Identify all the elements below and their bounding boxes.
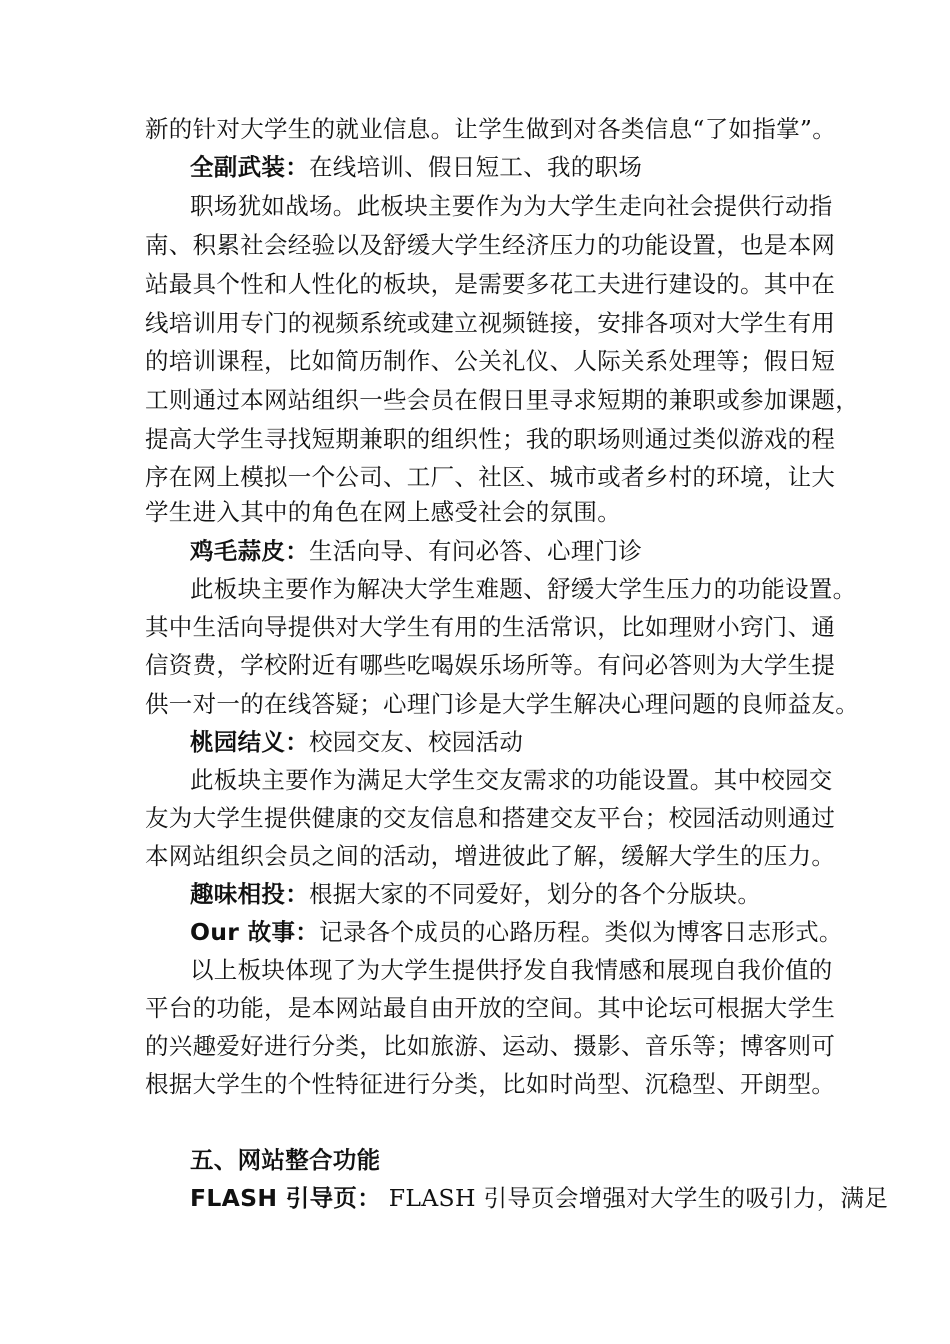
subsection-line xyxy=(190,917,843,947)
subsection-line xyxy=(190,879,761,909)
subsection-label: 全副武装： xyxy=(190,153,309,181)
subsection-label: 趣味相投： xyxy=(190,880,309,908)
body-line: 南、积累社会经验以及舒缓大学生经济压力的功能设置，也是本网 xyxy=(145,231,836,259)
body-line: 根据大学生的个性特征进行分类，比如时尚型、沉稳型、开朗型。 xyxy=(145,1070,836,1098)
subsection-text: 在线培训、假日短工、我的职场 xyxy=(309,153,643,181)
subsection-label: Our 故事： xyxy=(190,918,320,946)
subsection-text: 生活向导、有问必答、心理门诊 xyxy=(309,537,643,565)
body-line: 提高大学生寻找短期兼职的组织性；我的职场则通过类似游戏的程 xyxy=(145,425,836,453)
body-line: 新的针对大学生的就业信息。让学生做到对各类信息“了如指掌”。 xyxy=(145,115,837,143)
subsection-text: 记录各个成员的心路历程。类似为博客日志形式。 xyxy=(319,918,843,946)
subsection-line xyxy=(190,1183,888,1213)
body-line: 本网站组织会员之间的活动，增进彼此了解，缓解大学生的压力。 xyxy=(145,842,836,870)
body-line: 信资费，学校附近有哪些吃喝娱乐场所等。有问必答则为大学生提 xyxy=(145,651,836,679)
paragraph-first-line: 职场犹如战场。此板块主要作为为大学生走向社会提供行动指 xyxy=(190,192,833,220)
body-line: 学生进入其中的角色在网上感受社会的氛围。 xyxy=(145,498,621,526)
body-line: 供一对一的在线答疑；心理门诊是大学生解决心理问题的良师益友。 xyxy=(145,690,859,718)
body-line: 站最具个性和人性化的板块，是需要多花工夫进行建设的。其中在 xyxy=(145,270,836,298)
body-line: 的培训课程，比如简历制作、公关礼仪、人际关系处理等；假日短 xyxy=(145,347,836,375)
subsection-line xyxy=(190,727,523,757)
subsection-label: 桃园结义： xyxy=(190,728,309,756)
paragraph-first-line: 此板块主要作为满足大学生交友需求的功能设置。其中校园交 xyxy=(190,766,833,794)
body-line: 的兴趣爱好进行分类，比如旅游、运动、摄影、音乐等；博客则可 xyxy=(145,1032,836,1060)
subsection-label: FLASH 引导页： xyxy=(190,1184,381,1212)
section-heading: 五、网站整合功能 xyxy=(190,1146,381,1174)
subsection-text: FLASH 引导页会增强对大学生的吸引力，满足 xyxy=(381,1184,889,1212)
subsection-text: 根据大家的不同爱好，划分的各个分版块。 xyxy=(309,880,762,908)
subsection-label: 鸡毛蒜皮： xyxy=(190,537,309,565)
body-line: 工则通过本网站组织一些会员在假日里寻求短期的兼职或参加课题， xyxy=(145,386,859,414)
body-line: 序在网上模拟一个公司、工厂、社区、城市或者乡村的环境，让大 xyxy=(145,463,836,491)
body-line: 平台的功能，是本网站最自由开放的空间。其中论坛可根据大学生 xyxy=(145,994,836,1022)
subsection-line xyxy=(190,152,642,182)
paragraph-first-line: 此板块主要作为解决大学生难题、舒缓大学生压力的功能设置。 xyxy=(190,575,857,603)
body-line: 其中生活向导提供对大学生有用的生活常识，比如理财小窍门、通 xyxy=(145,613,836,641)
subsection-line xyxy=(190,536,642,566)
body-line: 友为大学生提供健康的交友信息和搭建交友平台；校园活动则通过 xyxy=(145,804,836,832)
subsection-text: 校园交友、校园活动 xyxy=(309,728,524,756)
body-line: 线培训用专门的视频系统或建立视频链接，安排各项对大学生有用 xyxy=(145,309,836,337)
paragraph-first-line: 以上板块体现了为大学生提供抒发自我情感和展现自我价值的 xyxy=(190,956,833,984)
